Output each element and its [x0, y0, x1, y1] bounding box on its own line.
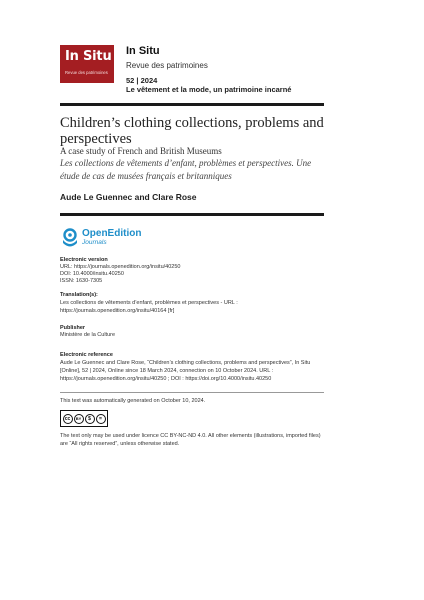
issue-title: Le vêtement et la mode, un patrimoine incarné: [126, 85, 292, 94]
logo-subtitle: Revue des patrimoines: [65, 70, 108, 75]
journal-subtitle: Revue des patrimoines: [126, 61, 208, 70]
reference-rule: [60, 392, 324, 393]
journal-name: In Situ: [126, 45, 160, 57]
logo-title: In Situ: [65, 49, 112, 64]
article-authors: Aude Le Guennec and Clare Rose: [60, 192, 197, 202]
electronic-version-issn: ISSN: 1630-7305: [60, 278, 103, 284]
issue-number: 52 | 2024: [126, 76, 158, 85]
article-title: Children’s clothing collections, problems and perspectives: [60, 115, 324, 147]
electronic-reference-text[interactable]: Aude Le Guennec and Clare Rose, “Children’s clothing collections, problems and perspectives”, In Situ [Online], 52 | 2024, Online since 18 March 2024, connection on 10 October 2024. URL : https://journals.openedition.org/insitu/40250 ; DOI : https://doi.org/10.4000/insitu.40250: [60, 360, 311, 382]
cc-icon: cc: [63, 414, 73, 424]
header-rule: [60, 103, 324, 106]
article-alt-title: Les collections de vêtements d’enfant, problèmes et perspectives. Une étude de cas de musées français et britanniques: [60, 158, 312, 181]
electronic-reference-label: Electronic reference: [60, 352, 113, 358]
electronic-version-url[interactable]: URL: https://journals.openedition.org/insitu/40250: [60, 264, 181, 270]
nd-icon: =: [96, 414, 106, 424]
title-rule: [60, 213, 324, 216]
by-icon: BY: [74, 414, 84, 424]
nc-icon: $: [85, 414, 95, 424]
translations-text[interactable]: Les collections de vêtements d’enfant, problèmes et perspectives - URL : https://journals.openedition.org/insitu/40164 [fr]: [60, 300, 238, 314]
translations-label: Translation(s):: [60, 292, 98, 298]
electronic-version-doi[interactable]: DOI: 10.4000/insitu.40250: [60, 271, 124, 277]
article-subtitle: A case study of French and British Museums: [60, 146, 222, 156]
cc-license-badge[interactable]: [60, 410, 108, 427]
publisher-label: Publisher: [60, 325, 86, 331]
license-text: The text only may be used under licence CC BY-NC-ND 4.0. All other elements (illustrations, imported files) are “All rights reserved”, unless otherwise stated.: [60, 433, 321, 447]
openedition-icon: [60, 228, 80, 248]
generated-note: This text was automatically generated on October 10, 2024.: [60, 398, 206, 404]
openedition-name: OpenEdition: [82, 228, 142, 239]
publisher-name: Ministère de la Culture: [60, 332, 116, 338]
journal-logo: [60, 45, 114, 83]
electronic-version-label: Electronic version: [60, 257, 108, 263]
openedition-journals: Journals: [82, 239, 107, 246]
